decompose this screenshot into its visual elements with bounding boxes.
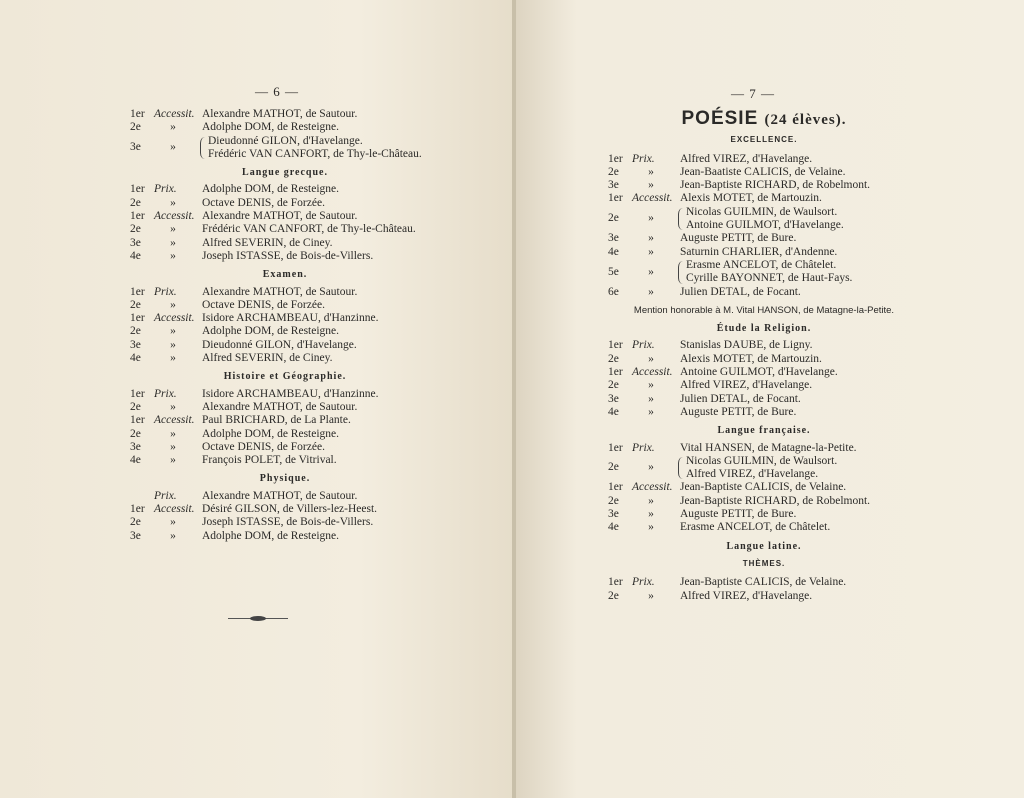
award-rank: 1er <box>130 285 145 298</box>
award-kind: » <box>648 245 654 258</box>
award-name: Auguste PETIT, de Bure. <box>680 508 797 521</box>
award-row <box>686 272 852 285</box>
award-row <box>608 286 938 299</box>
award-row <box>130 121 470 134</box>
award-row <box>608 406 938 419</box>
tied-award-rank <box>608 266 678 279</box>
award-kind: » <box>170 427 176 440</box>
award-name: Julien DETAL, de Focant. <box>680 285 801 298</box>
award-kind: Accessit. <box>632 366 673 379</box>
award-rank: 2e <box>608 461 619 474</box>
award-rank: 1er <box>130 108 145 120</box>
award-kind: Accessit. <box>154 503 195 516</box>
award-kind: » <box>648 379 654 392</box>
award-row <box>130 339 470 352</box>
award-name: Nicolas GUILMIN, de Waulsort. <box>686 205 838 218</box>
award-kind: Accessit. <box>632 192 673 205</box>
award-rank: 4e <box>608 405 619 418</box>
award-rank: 2e <box>130 223 141 236</box>
award-name: Adolphe DOM, de Resteigne. <box>202 183 340 196</box>
award-kind: » <box>648 179 654 192</box>
award-rank: 3e <box>608 179 619 192</box>
award-row <box>608 166 938 179</box>
tied-names <box>686 259 852 286</box>
award-rank: 1er <box>608 339 623 352</box>
award-name: Alfred VIREZ, d'Havelange. <box>686 468 819 481</box>
award-row <box>130 223 470 236</box>
award-name: Dieudonné GILON, d'Havelange. <box>202 338 357 351</box>
award-row <box>608 192 938 205</box>
tied-award-group <box>608 259 938 286</box>
award-rank: 1er <box>608 576 623 589</box>
award-rank: 1er <box>608 152 623 165</box>
award-row <box>208 148 422 161</box>
excellence-list <box>608 153 938 299</box>
award-rank: 1er <box>130 210 145 223</box>
award-name: Alexandre MATHOT, de Sautour. <box>202 108 358 120</box>
award-kind: » <box>170 196 176 209</box>
award-row <box>686 206 844 219</box>
award-name: Adolphe DOM, de Resteigne. <box>202 121 340 134</box>
award-name: Jean-Baptiste RICHARD, de Robelmont. <box>680 494 871 507</box>
award-row <box>608 179 938 192</box>
award-kind: Accessit. <box>154 312 195 325</box>
award-row <box>608 495 938 508</box>
award-name: Stanislas DAUBE, de Ligny. <box>680 339 813 352</box>
award-name: Joseph ISTASSE, de Bois-de-Villers. <box>202 249 374 262</box>
award-name: Adolphe DOM, de Resteigne. <box>202 529 340 542</box>
award-row <box>686 219 844 232</box>
right-page-content <box>608 108 938 603</box>
award-row <box>130 516 470 529</box>
end-ornament <box>228 616 288 622</box>
award-name: Antoine GUILMOT, d'Havelange. <box>686 219 844 232</box>
award-kind: » <box>648 285 654 298</box>
award-row <box>130 401 470 414</box>
award-kind: Prix. <box>154 183 177 196</box>
award-kind: Prix. <box>632 152 655 165</box>
award-row <box>130 490 470 503</box>
award-kind: » <box>648 212 654 225</box>
award-rank: 2e <box>130 325 141 338</box>
award-rank: 2e <box>608 589 619 602</box>
award-row <box>608 508 938 521</box>
award-kind: » <box>170 400 176 413</box>
award-name: Alexis MOTET, de Martouzin. <box>680 192 822 205</box>
award-rank: 2e <box>130 400 141 413</box>
tied-award-group <box>608 455 938 482</box>
award-kind: Prix. <box>154 387 177 400</box>
award-name: Auguste PETIT, de Bure. <box>680 232 797 245</box>
class-title <box>608 108 920 129</box>
brace-mark <box>678 208 684 231</box>
award-name: Erasme ANCELOT, de Châtelet. <box>686 258 837 271</box>
tied-names <box>686 455 837 482</box>
award-rank: 1er <box>608 192 623 205</box>
award-name: Alfred VIREZ, d'Havelange. <box>680 152 813 165</box>
award-rank: 2e <box>130 427 141 440</box>
section-heading: EXCELLENCE. <box>730 135 798 145</box>
award-kind: » <box>648 508 654 521</box>
award-rank: 3e <box>130 338 141 351</box>
award-name: Alfred VIREZ, d'Havelange. <box>680 379 813 392</box>
award-kind: » <box>170 516 176 529</box>
section-heading: Langue française. <box>717 425 811 437</box>
award-rank: 4e <box>608 521 619 534</box>
award-name: Auguste PETIT, de Bure. <box>680 405 797 418</box>
award-rank: 2e <box>130 121 141 134</box>
award-kind: Prix. <box>154 489 177 502</box>
award-name: Octave DENIS, de Forzée. <box>202 440 325 453</box>
award-name: Jean-Baptiste CALICIS, de Velaine. <box>680 481 847 494</box>
award-kind: » <box>170 236 176 249</box>
award-name: Antoine GUILMOT, d'Havelange. <box>680 366 838 379</box>
award-row <box>130 325 470 338</box>
award-row <box>208 135 422 148</box>
award-row <box>130 250 470 263</box>
award-row <box>608 353 938 366</box>
award-row <box>130 503 470 516</box>
section-heading: Langue latine. <box>726 540 802 552</box>
award-row <box>130 286 470 299</box>
award-row <box>608 153 938 166</box>
subsection-heading: THÈMES. <box>742 558 786 568</box>
award-row <box>686 259 852 272</box>
section-heading: Examen. <box>262 269 308 281</box>
award-name: Frédéric VAN CANFORT, de Thy-le-Château. <box>208 147 422 160</box>
award-rank: 2e <box>608 165 619 178</box>
award-kind: » <box>170 121 176 134</box>
award-rank: 3e <box>608 508 619 521</box>
award-name: Alfred SEVERIN, de Ciney. <box>202 352 333 365</box>
tied-award-group <box>130 135 470 162</box>
tied-award-group <box>608 206 938 233</box>
award-name: Paul BRICHARD, de La Plante. <box>202 414 351 427</box>
themes-list <box>608 576 938 603</box>
award-rank: 3e <box>130 141 141 154</box>
award-rank: 4e <box>608 245 619 258</box>
tied-names <box>686 206 844 233</box>
award-name: Octave DENIS, de Forzée. <box>202 298 325 311</box>
award-kind: » <box>648 265 654 278</box>
award-row <box>608 590 938 603</box>
award-row <box>130 108 470 121</box>
award-rank: 2e <box>608 352 619 365</box>
award-row <box>130 414 470 427</box>
award-name: Frédéric VAN CANFORT, de Thy-le-Château. <box>202 223 416 236</box>
award-rank: 2e <box>608 212 619 225</box>
award-row <box>130 299 470 312</box>
award-name: Erasme ANCELOT, de Châtelet. <box>680 521 831 534</box>
award-rank: 1er <box>130 387 145 400</box>
award-kind: » <box>648 405 654 418</box>
award-rank: 4e <box>130 249 141 262</box>
award-rank: 2e <box>130 196 141 209</box>
award-row <box>130 197 470 210</box>
section-heading: Langue grecque. <box>242 167 328 179</box>
award-kind: » <box>648 352 654 365</box>
award-kind: » <box>170 249 176 262</box>
award-rank: 1er <box>608 366 623 379</box>
award-rank: 1er <box>608 441 623 454</box>
award-name: Isidore ARCHAMBEAU, d'Hanzinne. <box>202 312 379 325</box>
title-count: (24 élèves). <box>764 112 847 128</box>
award-name: Cyrille BAYONNET, de Haut-Fays. <box>686 272 853 285</box>
award-row <box>130 428 470 441</box>
award-row <box>608 366 938 379</box>
award-kind: » <box>648 494 654 507</box>
section-heading: Histoire et Géographie. <box>223 371 347 383</box>
award-name: Jean-Baatiste CALICIS, de Velaine. <box>680 165 846 178</box>
award-row <box>130 441 470 454</box>
award-row <box>130 530 470 543</box>
francaise-list <box>608 442 938 535</box>
award-kind: » <box>170 325 176 338</box>
award-row <box>130 454 470 467</box>
tied-award-rank <box>130 141 200 154</box>
tied-award-rank <box>608 212 678 225</box>
award-kind: » <box>170 223 176 236</box>
award-rank: 3e <box>130 529 141 542</box>
award-rank: 2e <box>608 379 619 392</box>
award-name: Vital HANSEN, de Matagne-la-Petite. <box>680 441 857 454</box>
award-rank: 1er <box>608 481 623 494</box>
award-kind: Accessit. <box>154 210 195 223</box>
award-name: Alexis MOTET, de Martouzin. <box>680 352 822 365</box>
award-row <box>608 393 938 406</box>
award-row <box>608 379 938 392</box>
award-name: Alfred SEVERIN, de Ciney. <box>202 236 333 249</box>
award-rank: 5e <box>608 265 619 278</box>
award-kind: » <box>170 338 176 351</box>
award-name: Alexandre MATHOT, de Sautour. <box>202 400 358 413</box>
page-number: — 6 — <box>255 84 299 99</box>
award-rank: 4e <box>130 454 141 467</box>
award-rank: 1er <box>130 183 145 196</box>
award-rank: 3e <box>608 392 619 405</box>
award-name: Jean-Baptiste CALICIS, de Velaine. <box>680 576 847 589</box>
award-kind: Accessit. <box>154 414 195 427</box>
award-row <box>130 210 470 223</box>
award-rank: 4e <box>130 352 141 365</box>
award-name: Saturnin CHARLIER, d'Andenne. <box>680 245 838 258</box>
award-row <box>130 388 470 401</box>
award-row <box>608 576 938 589</box>
award-name: Alfred VIREZ, d'Havelange. <box>680 589 813 602</box>
award-rank: 1er <box>130 503 145 516</box>
award-kind: » <box>170 352 176 365</box>
ornament-dot <box>250 616 266 621</box>
award-rank: 3e <box>130 440 141 453</box>
award-kind: » <box>170 454 176 467</box>
award-rank: 3e <box>130 236 141 249</box>
award-row <box>608 232 938 245</box>
award-rank: 6e <box>608 285 619 298</box>
award-name: Adolphe DOM, de Resteigne. <box>202 427 340 440</box>
award-name: Nicolas GUILMIN, de Waulsort. <box>686 454 838 467</box>
section-heading: Physique. <box>259 473 311 485</box>
award-name: Isidore ARCHAMBEAU, d'Hanzinne. <box>202 387 379 400</box>
award-rank: 3e <box>608 232 619 245</box>
award-rank: 2e <box>608 494 619 507</box>
award-row <box>608 339 938 352</box>
brace-mark <box>678 457 684 480</box>
page-right <box>516 0 1024 798</box>
award-name: François POLET, de Vitrival. <box>202 454 337 467</box>
tied-award-rank <box>608 461 678 474</box>
award-name: Alexandre MATHOT, de Sautour. <box>202 285 358 298</box>
award-row <box>130 312 470 325</box>
award-row <box>608 521 938 534</box>
award-name: Julien DETAL, de Focant. <box>680 392 801 405</box>
award-name: Alexandre MATHOT, de Sautour. <box>202 210 358 223</box>
award-name: Adolphe DOM, de Resteigne. <box>202 325 340 338</box>
award-name: Désiré GILSON, de Villers-lez-Heest. <box>202 503 378 516</box>
award-kind: » <box>170 440 176 453</box>
award-row <box>608 481 938 494</box>
award-kind: Accessit. <box>154 108 195 120</box>
award-name: Octave DENIS, de Forzée. <box>202 196 325 209</box>
award-kind: » <box>648 461 654 474</box>
award-kind: » <box>170 529 176 542</box>
award-name: Jean-Baptiste RICHARD, de Robelmont. <box>680 179 871 192</box>
brace-mark <box>200 137 206 160</box>
section-heading: Étude la Religion. <box>716 323 812 335</box>
honorable-mention: Mention honorable à M. Vital HANSON, de Matagne-la-Petite. <box>633 304 895 316</box>
award-kind: Prix. <box>154 285 177 298</box>
award-kind: » <box>170 141 176 154</box>
award-kind: Prix. <box>632 339 655 352</box>
award-kind: » <box>170 298 176 311</box>
award-row <box>130 183 470 196</box>
award-kind: » <box>648 589 654 602</box>
award-rank: 1er <box>130 414 145 427</box>
award-name: Joseph ISTASSE, de Bois-de-Villers. <box>202 516 374 529</box>
award-row <box>686 468 837 481</box>
award-name: Dieudonné GILON, d'Havelange. <box>208 134 363 147</box>
award-kind: » <box>648 392 654 405</box>
award-kind: » <box>648 232 654 245</box>
award-kind: » <box>648 165 654 178</box>
award-row <box>608 246 938 259</box>
award-kind: » <box>648 521 654 534</box>
award-name: Alexandre MATHOT, de Sautour. <box>202 489 358 502</box>
award-kind: Prix. <box>632 576 655 589</box>
religion-list <box>608 339 938 419</box>
award-row <box>130 352 470 365</box>
award-rank: 2e <box>130 298 141 311</box>
award-rank: 1er <box>130 312 145 325</box>
award-rank: 2e <box>130 516 141 529</box>
left-page-content <box>130 108 470 543</box>
award-kind: Prix. <box>632 441 655 454</box>
brace-mark <box>678 261 684 284</box>
tied-names <box>208 135 422 162</box>
page-number: — 7 — <box>731 86 775 101</box>
award-row <box>686 455 837 468</box>
award-kind: Accessit. <box>632 481 673 494</box>
award-row <box>130 237 470 250</box>
award-row <box>608 442 938 455</box>
title-main: POÉSIE <box>681 108 759 129</box>
